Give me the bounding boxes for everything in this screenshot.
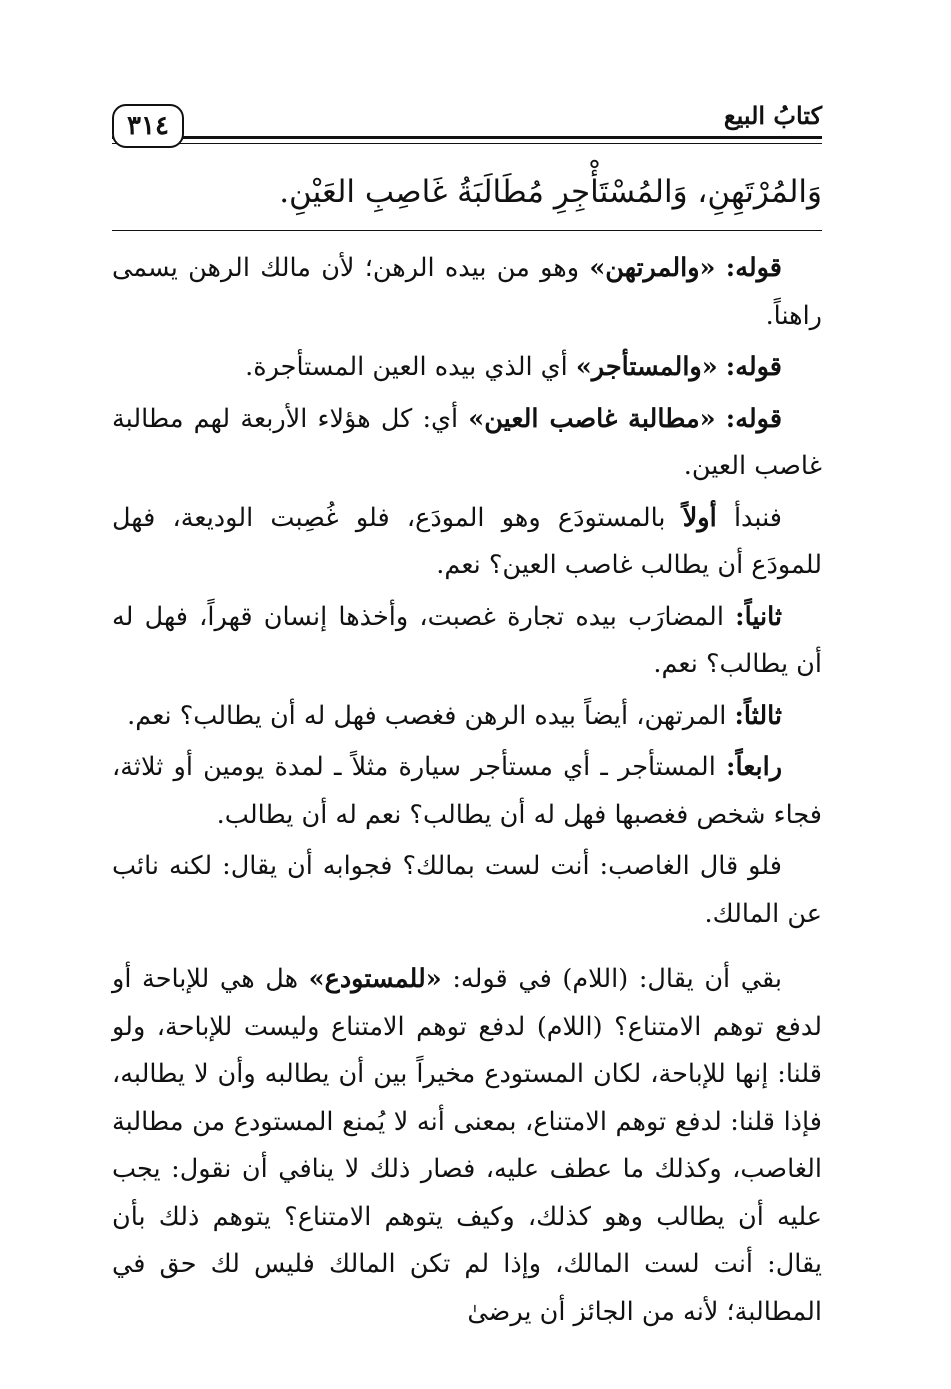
commentary-paragraph (112, 843, 822, 938)
commentary-paragraph (112, 744, 822, 839)
page-number: ٣١٤ (112, 104, 184, 148)
book-title: كتابُ البيع (714, 100, 822, 132)
paragraph-text: أي الذي بيده العين المستأجرة. (245, 352, 568, 382)
commentary (112, 245, 822, 1336)
paragraph-lead: قوله: (725, 253, 782, 283)
paragraph-text: بالمستودَع وهو المودَع، فلو غُصِبت الوديعة، فهل للمودَع أن يطالب غاصب العين؟ نعم. (112, 502, 822, 580)
book-page (112, 96, 822, 1336)
running-header (112, 96, 822, 152)
quoted-term: «والمرتهن» (589, 253, 716, 283)
matn-divider (112, 230, 822, 231)
commentary-paragraph (112, 495, 822, 590)
header-rule-thin (112, 143, 822, 144)
paragraph-text: هل هي للإباحة أو لدفع توهم الامتناع؟ (اللام) لدفع توهم الامتناع وليست للإباحة، ولو قلنا: إنها للإباحة، لكان المستودع مخيراً بين أن يطالبه وأن لا يطالبه، فإذا قلنا: لدفع توهم الامتناع، بمعنى أنه لا يُمنع المستودع من مطالبة الغاصب، وكذلك ما عطف عليه، فصار ذلك لا ينافي أن نقول: يجب عليه أن يطالب وهو كذلك، وكيف يتوهم الامتناع؟ يتوهم ذلك بأن يقال: أنت لست المالك، وإذا لم تكن المالك فليس لك حق في المطالبة؛ لأنه من الجائز أن يرضىٰ (112, 964, 822, 1327)
paragraph-lead: ثالثاً: (734, 700, 782, 731)
paragraph-text: وهو من بيده الرهن؛ لأن مالك الرهن يسمى راهناً. (112, 253, 822, 331)
commentary-paragraph (112, 245, 822, 340)
emphasis-term: أولاً (682, 502, 717, 533)
commentary-paragraph (112, 693, 822, 741)
paragraph-text: المرتهن، أيضاً بيده الرهن فغصب فهل له أن يطالب؟ نعم. (127, 700, 727, 731)
paragraph-text: المضارَب بيده تجارة غصبت، وأخذها إنسان قهراً، فهل له أن يطالب؟ نعم. (112, 601, 822, 679)
paragraph-lead: رابعاً: (726, 752, 783, 782)
paragraph-text: المستأجر ـ أي مستأجر سيارة مثلاً ـ لمدة يومين أو ثلاثة، فجاء شخص فغصبها فهل له أن يطالب؟ نعم له أن يطالب. (112, 752, 822, 830)
quoted-term: «مطالبة غاصب العين» (468, 403, 716, 434)
quoted-term: «والمستأجر» (575, 352, 718, 382)
commentary-paragraph (112, 344, 822, 392)
paragraph-text: فنبدأ (733, 502, 782, 533)
paragraph-text: فلو قال الغاصب: أنت لست بمالك؟ فجوابه أن يقال: لكنه نائب عن المالك. (112, 851, 822, 929)
paragraph-text: أي: كل هؤلاء الأربعة لهم مطالبة غاصب العين. (112, 403, 822, 481)
paragraph-lead: ثانياً: (735, 601, 783, 632)
paragraph-lead: قوله: (725, 403, 783, 434)
header-rule-thick (112, 136, 822, 139)
commentary-paragraph (112, 396, 822, 491)
commentary-paragraph (112, 956, 822, 1336)
paragraph-lead: قوله: (725, 352, 782, 382)
paragraph-text: بقي أن يقال: (اللام) في قوله: (452, 964, 783, 994)
quoted-term: «للمستودع» (308, 964, 442, 994)
commentary-paragraph (112, 594, 822, 689)
matn-text: وَالمُرْتَهِنِ، وَالمُسْتَأْجِرِ مُطَالَبَةُ غَاصِبِ العَيْنِ. (279, 174, 822, 210)
